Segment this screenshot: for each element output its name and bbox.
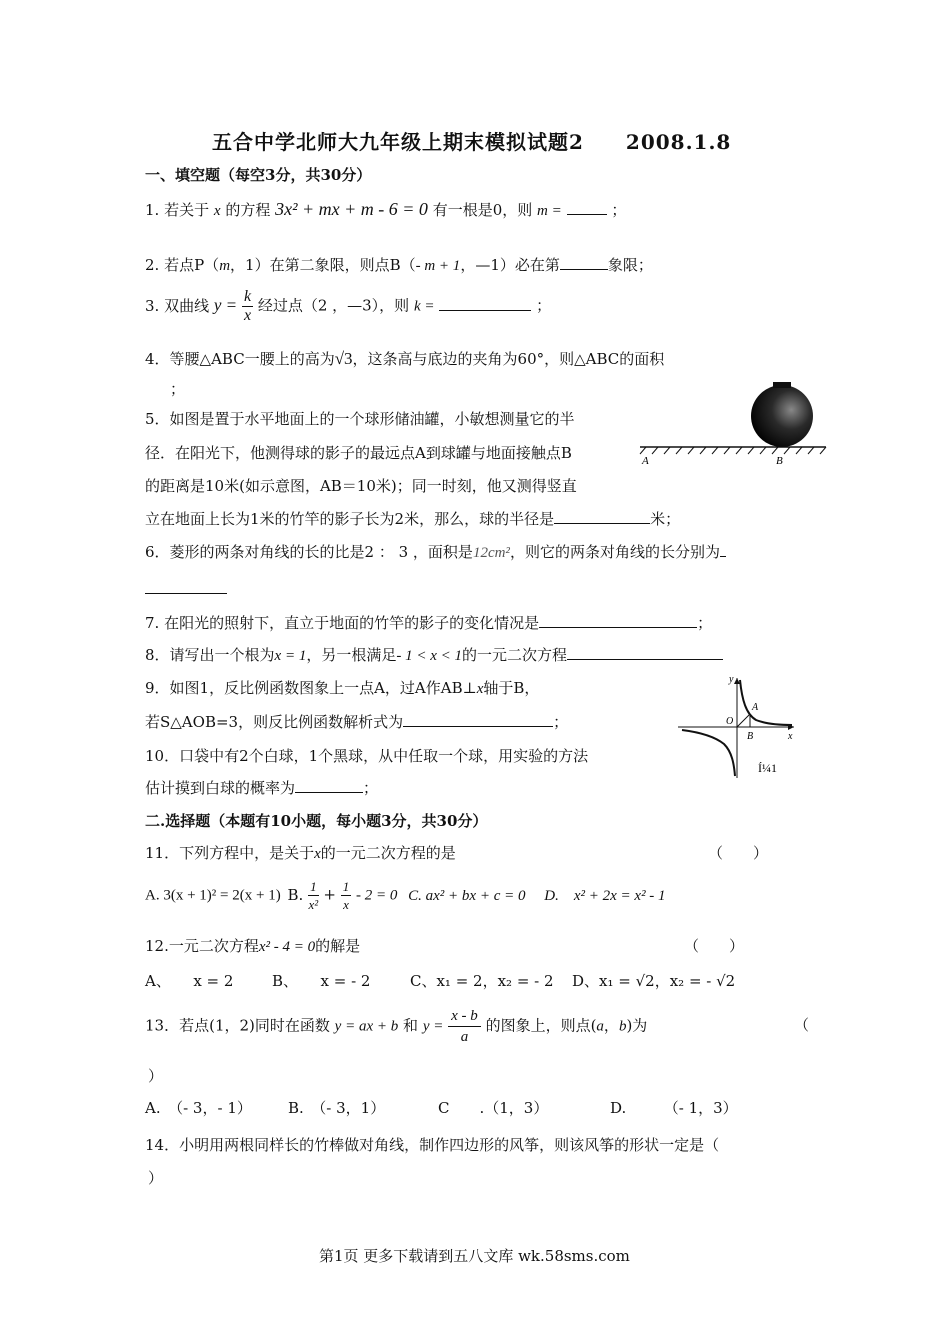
origin-label: O [726, 716, 734, 727]
q8-post: 的一元二次方程 [462, 646, 568, 664]
q1-mid: 的方程 [225, 201, 271, 219]
q1-equation: 3x² + mx + m - 6 = 0 [275, 199, 428, 219]
q13-comma: ， [603, 1016, 619, 1035]
q10-l2: 估计摸到白球的概率为 [145, 779, 296, 797]
sphere [751, 385, 813, 447]
q8-root: x = 1 [274, 648, 307, 664]
q4-sqrt3: √3 [334, 349, 353, 368]
question-9-line2 [145, 711, 568, 732]
q11-paren: （ ） [708, 844, 769, 862]
hyperbola-branch-q1 [740, 680, 792, 725]
q3-pre: 3. 双曲线 [145, 296, 210, 315]
q5-l4: 立在地面上长为1米的竹竿的影子长为2米，那么，球的半径是 [145, 510, 555, 528]
section-heading-multiple-choice: 二.选择题（本题有10小题，每小题3分，共30分） [145, 812, 488, 830]
q8-answer-blank [567, 645, 723, 660]
question-4 [145, 348, 664, 369]
q3-fraction [242, 288, 253, 325]
section-heading-fill-blank: 一、填空题（每空3分，共30分） [145, 166, 372, 184]
question-11 [145, 842, 456, 863]
q1-post: 有一根是0，则 [432, 201, 533, 219]
q11-option-d: D. x² + 2x = x² - 1 [544, 887, 666, 904]
q12-option-d: D、x₁ = √2，x₂ = - √2 [572, 972, 736, 990]
q12-option-b: B、 x = - 2 [272, 972, 371, 990]
q13-option-a: A. （- 3，- 1） [145, 1099, 252, 1117]
q7-answer-blank [539, 613, 697, 628]
q6-post: ，则它的两条对角线的长分别为 [509, 543, 720, 561]
q12-paren: （ ） [684, 937, 745, 955]
page-title: 五合中学北师大九年级上期末模拟试题2 2008.1.8 [212, 130, 732, 154]
q11-post: 的一元二次方程的是 [320, 844, 456, 862]
page-footer: 第1页 更多下载请到五八文库 wk.58sms.com [319, 1247, 630, 1265]
q2-c: - m + 1 [415, 258, 461, 274]
q3-answer-blank [439, 296, 531, 311]
question-6 [145, 541, 726, 562]
point-b-label: B [776, 455, 783, 467]
q5-line2: 径．在阳光下，他测得球的影子的最远点A到球罐与地面接触点B [145, 444, 572, 462]
q2-answer-blank [560, 255, 608, 270]
q11-option-b-label: B. [287, 885, 304, 904]
point-b-label: B [747, 731, 754, 742]
q7-text: 7. 在阳光的照射下，直立于地面的竹竿的影子的变化情况是 [145, 614, 540, 632]
q2-e: 象限； [607, 256, 653, 274]
x-label: x [788, 731, 793, 742]
q9-end: ； [553, 713, 569, 731]
q1-end: ； [611, 201, 627, 219]
q10-line1: 10．口袋中有2个白球，1个黑球，从中任取一个球，用实验的方法 [145, 747, 589, 765]
q8-range: - 1 < x < 1 [396, 648, 462, 664]
q10-end: ； [363, 779, 379, 797]
q13-denominator: a [460, 1029, 469, 1045]
q1-answer-blank [567, 200, 607, 215]
q11-option-a: A. 3(x + 1)² = 2(x + 1) [145, 887, 281, 904]
q11-b-frac1-den: x² [308, 897, 319, 912]
q11-b-frac2-num: 1 [342, 879, 350, 894]
q13-post: 的图象上，则点( [485, 1016, 597, 1035]
q12-option-a: A、 x = 2 [145, 972, 234, 990]
question-2 [145, 254, 653, 275]
q13-numerator: x - b [448, 1006, 481, 1027]
q11-b-frac2-den: x [343, 897, 349, 912]
question-3 [145, 288, 551, 325]
q10-answer-blank [295, 778, 363, 793]
q13-option-c: C .（1，3） [438, 1099, 549, 1117]
q13-f2: y = [422, 1018, 444, 1035]
q9-answer-blank [403, 712, 553, 727]
q3-denominator: x [243, 307, 252, 324]
segment-oa [737, 714, 750, 727]
q8-pre: 8．请写出一个根为 [145, 646, 275, 664]
q11-b-frac1 [308, 878, 319, 913]
q11-b-frac1-num: 1 [310, 879, 317, 894]
y-label: y [729, 674, 734, 685]
q11-b-frac2 [341, 878, 352, 913]
figure-caption: Í¼1 [758, 761, 777, 775]
q4-b: ，这条高与底边的夹角为60°，则△ABC的面积 [352, 350, 665, 368]
q12-post: 的解是 [315, 937, 361, 955]
q11-option-b-rest: - 2 = 0 [355, 887, 398, 904]
q1-pre: 1. 若关于 [145, 201, 210, 219]
question-1 [145, 199, 626, 220]
q8-mid: ，另一根满足 [306, 646, 397, 664]
sphere-tank-figure [636, 378, 832, 468]
q6-area: 12cm² [472, 545, 510, 561]
q6-blank-tail [720, 542, 726, 557]
q13-a: a [596, 1018, 604, 1035]
q13-pre: 13．若点(1，2)同时在函数 [145, 1016, 330, 1035]
ground-hatching [640, 447, 826, 454]
q3-kv: k = [413, 298, 435, 315]
q5-line1: 5．如图是置于水平地面上的一个球形储油罐，小敏想测量它的半 [145, 410, 575, 428]
q11-option-c: C. ax² + bx + c = 0 [408, 887, 526, 904]
q13-option-b: B. （- 3，1） [288, 1099, 386, 1117]
figure-1-hyperbola [674, 670, 804, 780]
q14-paren-close: ） [148, 1169, 164, 1187]
q9-l2: 若S△AOB=3，则反比例函数解析式为 [145, 713, 404, 731]
q4-a: 4．等腰△ABC一腰上的高为 [145, 350, 335, 368]
q1-m: m = [537, 203, 562, 219]
q9-l1b: 轴于B， [483, 679, 540, 697]
q2-d: ，—1）必在第 [460, 256, 560, 274]
point-a-label: A [642, 455, 649, 467]
q4-line2: ； [170, 380, 186, 398]
q12-option-c: C、x₁ = 2，x₂ = - 2 [410, 972, 554, 990]
q5-l4end: 米； [650, 510, 681, 528]
q3-mid: 经过点（2 ，—3），则 [257, 296, 410, 315]
q9-l1a: 9．如图1，反比例函数图象上一点A，过A作AB⊥ [145, 679, 477, 697]
q2-b: ，1）在第二象限，则点B（ [230, 256, 416, 274]
q13-fraction [448, 1006, 481, 1047]
q5-line4 [145, 508, 680, 529]
hyperbola-branch-q3 [682, 730, 735, 776]
q13-f1: y = ax + b [334, 1018, 399, 1035]
q12-eq: x² - 4 = 0 [258, 939, 316, 955]
question-13 [145, 1006, 647, 1047]
sphere-cap [773, 382, 791, 388]
q12-text: 12.一元二次方程 [145, 937, 259, 955]
question-9-line1 [145, 677, 539, 698]
question-12 [145, 935, 360, 956]
q13-b: b [618, 1018, 627, 1035]
q3-y: y = [213, 295, 238, 315]
q3-end: ； [536, 296, 552, 315]
q2-m: m [219, 258, 231, 274]
question-8 [145, 644, 723, 665]
q5-answer-blank [554, 509, 650, 524]
q13-paren-close: ） [148, 1067, 164, 1085]
q11-x: x [314, 846, 321, 862]
q13-option-d: D. （- 1，3） [610, 1099, 738, 1117]
q5-line3: 的距离是10米(如示意图，AB＝10米)；同一时刻，他又测得竖直 [145, 477, 577, 495]
q1-var: x [213, 203, 221, 219]
q13-paren-open: （ [794, 1016, 810, 1034]
q11-options: A. 3(x + 1)² = 2(x + 1) B. $\frac{1}{\text{x²}}$ + $\frac{1}{x}$ - 2 = 0 C. ax² + bx + c = 0 D. x² + 2x = x² - 1 [145, 879, 666, 912]
question-14: 14．小明用两根同样长的竹棒做对角线，制作四边形的风筝，则该风筝的形状一定是（ [145, 1136, 720, 1154]
q11-pre: 11．下列方程中，是关于 [145, 844, 315, 862]
point-a-label: A [752, 702, 759, 713]
q7-end: ； [697, 614, 713, 632]
question-7 [145, 612, 712, 633]
q10-line2 [145, 777, 378, 798]
q13-and: 和 [403, 1016, 419, 1035]
q9-x: x [476, 681, 484, 697]
q6-answer-blank [145, 593, 227, 594]
q2-pre: 2. 若点P（ [145, 256, 220, 274]
q13-close: )为 [626, 1016, 648, 1035]
q3-numerator: k [243, 288, 252, 305]
q6-pre: 6．菱形的两条对角线的长的比是2 ： 3 ，面积是 [145, 543, 473, 561]
